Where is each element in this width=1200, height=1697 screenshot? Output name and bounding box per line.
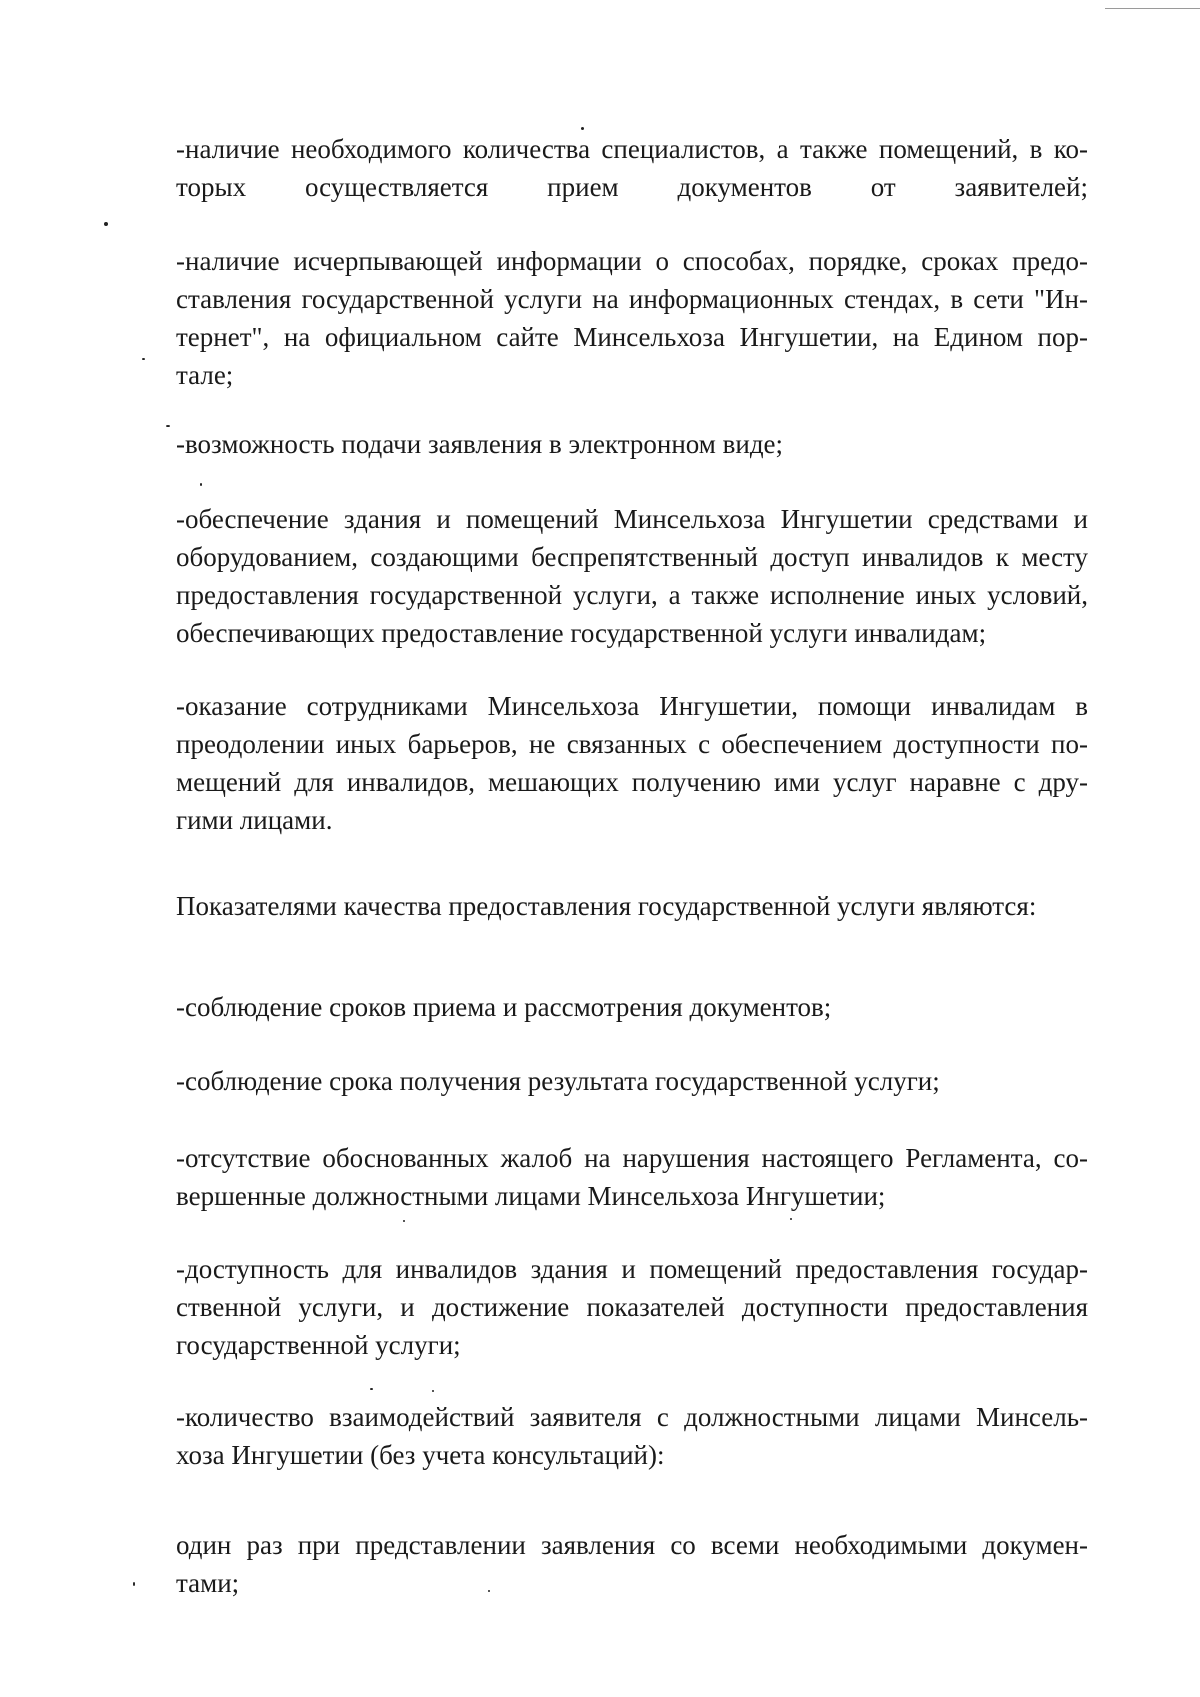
section-heading (176, 887, 1088, 925)
text-line: гими лицами. (176, 805, 333, 835)
list-item (176, 988, 1088, 1026)
text-line: -соблюдение сроков приема и рассмотрения документов; (176, 992, 832, 1022)
text-line: тернет", на официальном сайте Минсельхоза Ингушетии, на Едином пор- (176, 322, 1088, 352)
scan-speck (370, 1388, 373, 1390)
text-line: тале; (176, 360, 234, 390)
list-item (176, 1398, 1088, 1474)
text-line: торых осуществляется прием документов от заявителей; (176, 172, 1088, 202)
text-line: государственной услуги; (176, 1330, 461, 1360)
text-line: хоза Ингушетии (без учета консультаций): (176, 1440, 665, 1470)
list-item (176, 242, 1088, 394)
text-line: -доступность для инвалидов здания и помещений предоставления государ- (176, 1254, 1088, 1284)
text-line: ственной услуги, и достижение показателей доступности предоставления (176, 1292, 1088, 1322)
text-line: -отсутствие обоснованных жалоб на нарушения настоящего Регламента, со- (176, 1143, 1088, 1173)
text-line: обеспечивающих предоставление государственной услуги инвалидам; (176, 618, 987, 648)
text-line: -количество взаимодействий заявителя с должностными лицами Минсель- (176, 1402, 1088, 1432)
text-line: преодолении иных барьеров, не связанных с обеспечением доступности по- (176, 729, 1088, 759)
scan-speck (403, 1220, 405, 1222)
scan-speck (432, 1390, 434, 1392)
list-item (176, 500, 1088, 652)
text-line: мещений для инвалидов, мешающих получению ими услуг наравне с дру- (176, 767, 1088, 797)
text-line: -возможность подачи заявления в электронном виде; (176, 429, 784, 459)
text-line: -оказание сотрудниками Минсельхоза Ингушетии, помощи инвалидам в (176, 691, 1088, 721)
scan-edge-line (1105, 8, 1200, 9)
list-item (176, 1139, 1088, 1215)
scan-speck (790, 1218, 792, 1220)
list-item (176, 1526, 1088, 1602)
scan-speck (166, 425, 170, 427)
text-line: вершенные должностными лицами Минсельхоза Ингушетии; (176, 1181, 886, 1211)
text-line: предоставления государственной услуги, а также исполнение иных условий, (176, 580, 1088, 610)
text-line: -обеспечение здания и помещений Минсельхоза Ингушетии средствами и (176, 504, 1088, 534)
text-line: ставления государственной услуги на информационных стендах, в сети "Ин- (176, 284, 1088, 314)
scan-speck (200, 483, 202, 486)
scan-speck (133, 1582, 135, 1586)
text-line: -наличие необходимого количества специалистов, а также помещений, в ко- (176, 134, 1088, 164)
list-item (176, 130, 1088, 206)
list-item (176, 425, 1088, 463)
text-line: тами; (176, 1568, 240, 1598)
list-item (176, 687, 1088, 839)
text-line: один раз при представлении заявления со всеми необходимыми докумен- (176, 1530, 1088, 1560)
text-line: -наличие исчерпывающей информации о способах, порядке, сроках предо- (176, 246, 1088, 276)
text-line: Показателями качества предоставления государственной услуги являются: (176, 891, 1037, 921)
scan-speck (142, 358, 145, 360)
text-line: оборудованием, создающими беспрепятственный доступ инвалидов к месту (176, 542, 1088, 572)
text-line: -соблюдение срока получения результата государственной услуги; (176, 1066, 940, 1096)
list-item (176, 1250, 1088, 1364)
list-item (176, 1062, 1088, 1100)
scan-speck (104, 222, 108, 226)
